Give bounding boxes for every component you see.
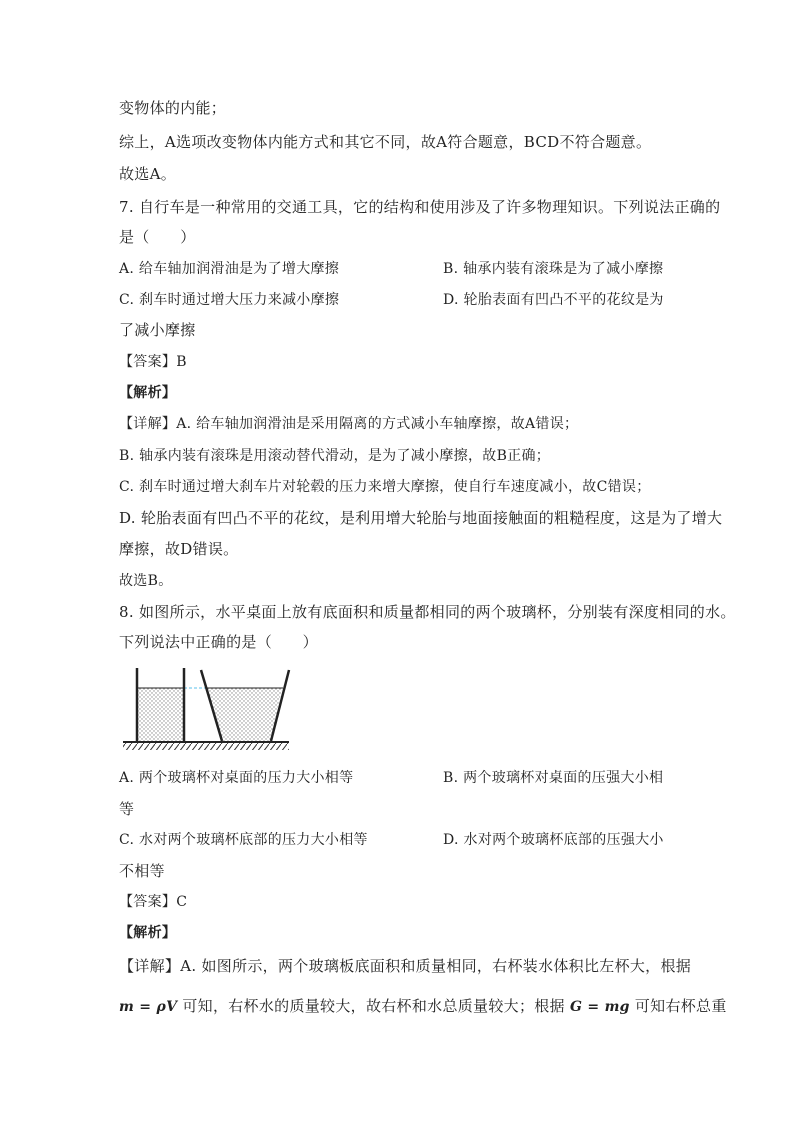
q7-option-d-cont: 了减小摩擦 xyxy=(119,321,196,339)
q7-choose: 故选B。 xyxy=(119,573,173,589)
question-7-stem: 7. 自行车是一种常用的交通工具，它的结构和使用涉及了许多物理知识。下列说法正确的 xyxy=(119,198,721,216)
q8-option-b: B. 两个玻璃杯对桌面的压强大小相 xyxy=(443,770,664,786)
q8-option-b-cont: 等 xyxy=(119,800,135,818)
q7-answer: 【答案】B xyxy=(119,354,187,370)
q7-detail: 摩擦，故D错误。 xyxy=(119,540,239,558)
q8-answer: 【答案】C xyxy=(119,894,188,910)
q7-detail: B. 轴承内装有滚珠是用滚动替代滑动，是为了减小摩擦，故B正确； xyxy=(119,448,551,464)
q7-detail: C. 刹车时通过增大刹车片对轮毂的压力来增大摩擦，使自行车速度减小，故C错误； xyxy=(119,479,651,495)
formula-text: 可知，右杯水的质量较大，故右杯和水总质量较大；根据 xyxy=(182,997,565,1015)
q7-analysis-heading: 【解析】 xyxy=(119,385,177,401)
text-line: 变物体的内能； xyxy=(119,99,227,117)
table-hatch xyxy=(123,743,289,750)
q8-detail: 【详解】A. 如图所示，两个玻璃板底面积和质量相同，右杯装水体积比左杯大，根据 xyxy=(119,957,692,975)
left-glass-water xyxy=(137,688,184,741)
text-line: 故选A。 xyxy=(119,165,177,183)
q7-option-a: A. 给车轴加润滑油是为了增大摩擦 xyxy=(119,261,340,277)
two-glasses-figure xyxy=(119,664,291,752)
q7-option-d: D. 轮胎表面有凹凸不平的花纹是为 xyxy=(443,292,664,308)
q8-option-a: A. 两个玻璃杯对桌面的压力大小相等 xyxy=(119,770,354,786)
question-8-stem: 8. 如图所示，水平桌面上放有底面积和质量都相同的两个玻璃杯，分别装有深度相同的水。 xyxy=(119,603,736,621)
question-7-stem: 是（ ） xyxy=(119,228,196,246)
formula-mass: m = ρV xyxy=(119,999,178,1015)
formula-weight: G = mg xyxy=(569,999,630,1015)
q8-detail-formula-line xyxy=(119,996,727,1017)
q8-option-d-cont: 不相等 xyxy=(119,862,165,880)
q8-option-c: C. 水对两个玻璃杯底部的压力大小相等 xyxy=(119,832,368,848)
q7-detail: 【详解】A. 给车轴加润滑油是采用隔离的方式减小车轴摩擦，故A错误； xyxy=(119,416,579,432)
q8-option-d: D. 水对两个玻璃杯底部的压强大小 xyxy=(443,832,664,848)
question-8-stem: 下列说法中正确的是（ ） xyxy=(119,633,318,651)
q8-analysis-heading: 【解析】 xyxy=(119,925,177,941)
formula-text: 可知右杯总重 xyxy=(634,997,727,1015)
q7-option-c: C. 刹车时通过增大压力来减小摩擦 xyxy=(119,292,340,308)
text-line: 综上，A选项改变物体内能方式和其它不同，故A符合题意，BCD不符合题意。 xyxy=(119,133,652,151)
q7-detail: D. 轮胎表面有凹凸不平的花纹，是利用增大轮胎与地面接触面的粗糙程度，这是为了增大 xyxy=(119,509,723,527)
q7-option-b: B. 轴承内装有滚珠是为了减小摩擦 xyxy=(443,261,664,277)
right-glass-water xyxy=(207,688,282,741)
